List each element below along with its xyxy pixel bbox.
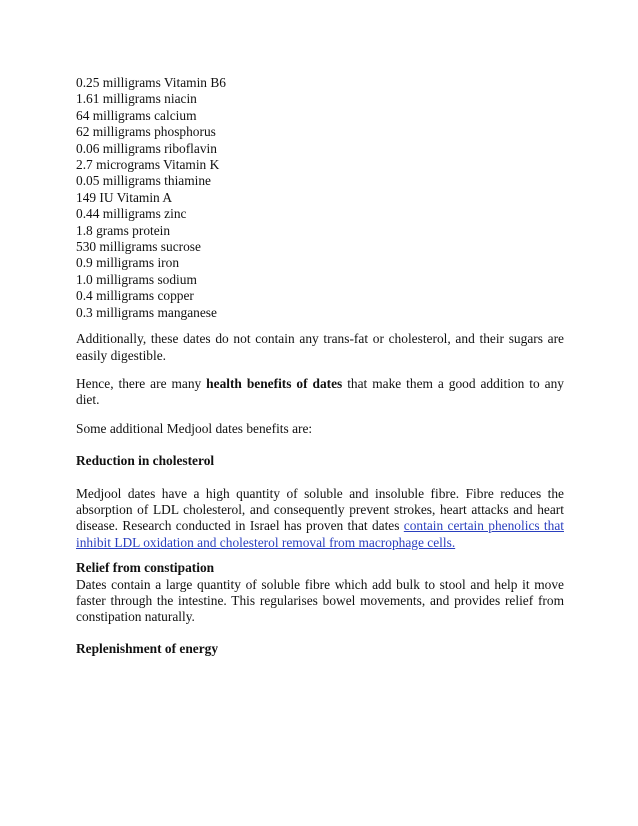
nutrient-item: 0.05 milligrams thiamine	[76, 173, 212, 189]
nutrient-item: 0.9 milligrams iron	[76, 255, 180, 271]
hence-text-end: that make them a good addition to any diet.	[76, 375, 564, 408]
phenolics-link[interactable]: contain certain phenolics that inhibit LDL oxidation and cholesterol removal from macrophage cells.	[76, 518, 564, 550]
nutrient-item: 2.7 micrograms Vitamin K	[76, 157, 220, 173]
constipation-heading: Relief from constipation	[76, 560, 215, 576]
health-benefits-bold: health benefits of dates	[206, 375, 343, 391]
nutrient-list	[76, 75, 564, 321]
cholesterol-paragraph	[76, 486, 564, 552]
nutrient-item: 0.3 milligrams manganese	[76, 304, 217, 320]
hence-paragraph	[76, 376, 564, 409]
nutrient-item: 0.44 milligrams zinc	[76, 206, 187, 222]
hence-text-start: Hence, there are many	[76, 375, 207, 391]
nutrient-item: 1.61 milligrams niacin	[76, 91, 197, 107]
nutrient-item: 1.8 grams protein	[76, 222, 171, 238]
cholesterol-heading: Reduction in cholesterol	[76, 453, 215, 469]
nutrient-item: 0.4 milligrams copper	[76, 288, 194, 304]
nutrient-item: 530 milligrams sucrose	[76, 239, 201, 255]
nutrient-item: 0.06 milligrams riboflavin	[76, 140, 217, 156]
nutrient-item: 62 milligrams phosphorus	[76, 124, 216, 140]
energy-heading: Replenishment of energy	[76, 640, 219, 656]
constipation-paragraph: Dates contain a large quantity of soluble fibre which add bulk to stool and help it move faster through the intestine. This regularises bowel movements, and provides relief from constipation naturally.	[76, 576, 564, 625]
nutrient-item: 149 IU Vitamin A	[76, 189, 173, 205]
nutrient-item: 1.0 milligrams sodium	[76, 271, 197, 287]
nutrient-item: 0.25 milligrams Vitamin B6	[76, 75, 226, 90]
document-page	[76, 75, 564, 657]
additionally-paragraph: Additionally, these dates do not contain any trans-fat or cholesterol, and their sugars are easily digestible.	[76, 331, 564, 363]
cholesterol-text: Medjool dates have a high quantity of soluble and insoluble fibre. Fibre reduces the absorption of LDL cholesterol, and consequently prevent strokes, heart attacks and heart disease. Research conducted in Israel has proven that dates	[76, 485, 564, 534]
some-additional-paragraph: Some additional Medjool dates benefits are:	[76, 420, 313, 436]
nutrient-item: 64 milligrams calcium	[76, 107, 197, 123]
